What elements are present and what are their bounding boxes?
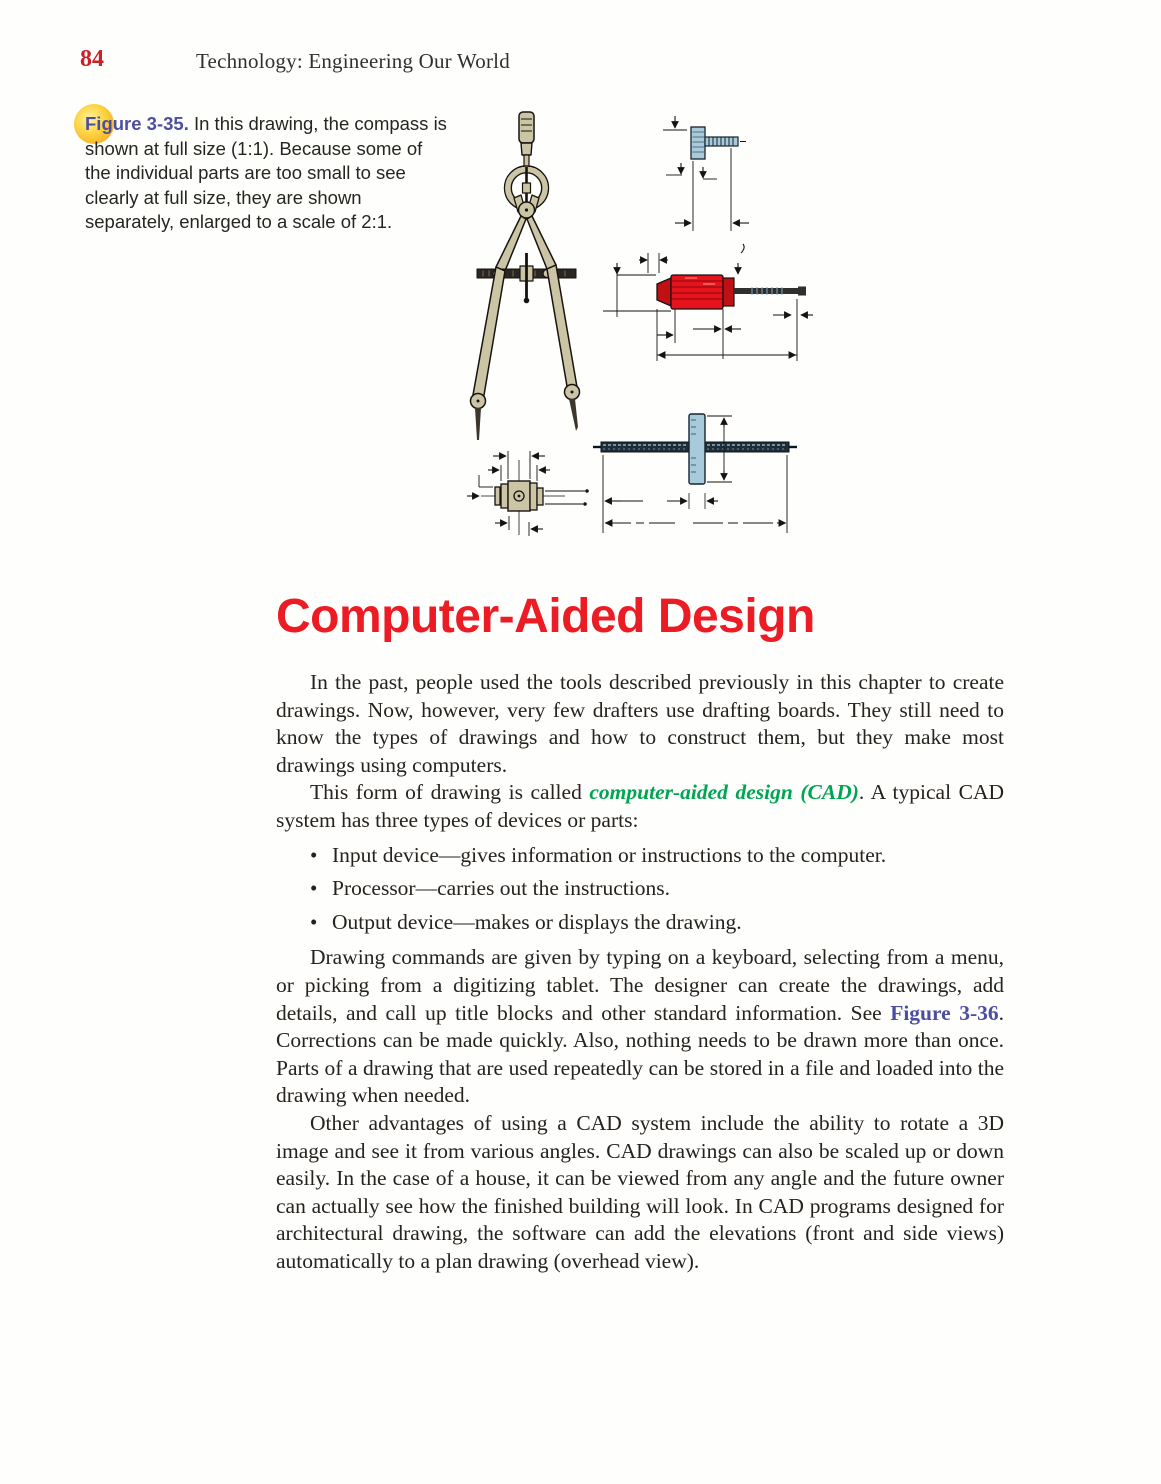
figure-caption-text: In this drawing, the compass is shown at full size (1:1). Because some of the individual parts are too small to see clearly at full size, they are shown separately, enlarged to a scale of 2:1. — [85, 113, 447, 232]
text-run: This form of drawing is called — [310, 780, 590, 805]
figure-3-36-reference: Figure 3-36 — [890, 1000, 999, 1025]
cad-term: computer-aided design (CAD) — [589, 780, 859, 805]
compass-full-size — [471, 112, 580, 440]
detail-clamp-screw — [663, 116, 749, 231]
cad-device-list — [276, 842, 1004, 937]
compass-technical-drawing-svg — [435, 103, 855, 578]
detail-threaded-rod — [593, 414, 797, 533]
list-item-output-device: • Output device—makes or displays the drawing. — [310, 909, 1004, 937]
figure-3-35-drawing — [435, 103, 855, 578]
text-run: . A typical CAD system has three types of devices or parts: — [276, 780, 1005, 832]
article-body — [276, 589, 1004, 1275]
page-header — [0, 44, 1161, 84]
running-head: Technology: Engineering Our World — [196, 49, 510, 73]
paragraph-3 — [276, 944, 1004, 1110]
paragraph-4: Other advantages of using a CAD system include the ability to rotate a 3D image and see it from various angles. CAD drawings can also be scaled up or down easily. In the case of a house, it can be viewed from any angle and the future owner can actually see how the finished building will look. In CAD programs designed for architectural drawing, the software can add the elevations (front and side views) automatically to a plan drawing (overhead view). — [276, 1110, 1004, 1273]
detail-spool-fitting — [467, 451, 589, 536]
figure-caption — [85, 112, 453, 235]
list-item-processor: • Processor—carries out the instructions. — [310, 875, 1004, 903]
figure-label: Figure 3-35. — [85, 113, 189, 134]
section-title: Computer-Aided Design — [276, 590, 815, 643]
text-run: Drawing commands are given by typing on a keyboard, selecting from a menu, or picking from a digitizing tablet. The designer can create the drawings, add details, and call up title blocks and other standard information. See — [276, 945, 1004, 1025]
list-item-input-device: • Input device—gives information or instructions to the computer. — [310, 842, 1004, 870]
paragraph-2 — [276, 779, 1004, 834]
detail-knurled-nut — [603, 244, 813, 361]
paragraph-1: In the past, people used the tools described previously in this chapter to create drawings. Now, however, very few drafters use drafting boards. They still need to know the types of drawings and how to construct them, but they make most drawings using computers. — [276, 670, 1004, 777]
page-number: 84 — [80, 46, 104, 72]
text-run: . Corrections can be made quickly. Also, nothing needs to be drawn more than once. Parts of a drawing that are used repeatedly can be stored in a file and loaded into the drawing when needed. — [276, 1000, 1005, 1108]
